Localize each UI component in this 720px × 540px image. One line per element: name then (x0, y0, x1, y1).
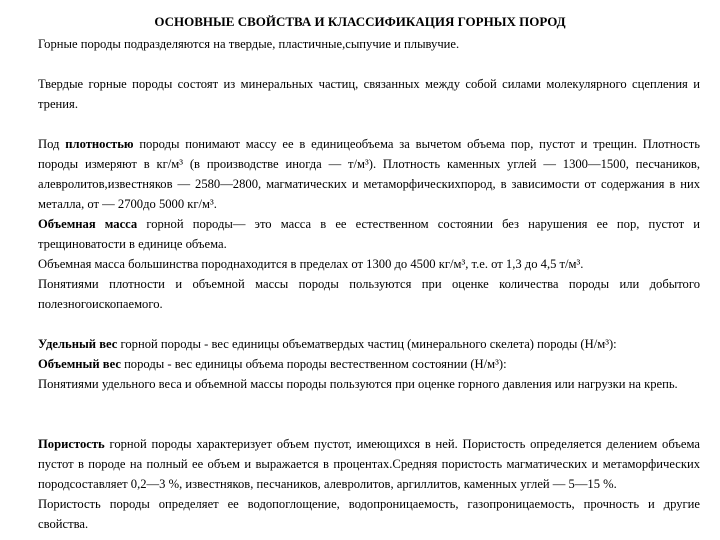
paragraph-density-usage: Понятиями плотности и объемной массы породы пользуются при оценке количества породы или добытого полезногоископаемого. (38, 277, 700, 311)
density-text: породы понимают массу ее в единицеобъема за вычетом объема пор, пустот и трещин. Плотность породы измеряют в кг/м³ (в производстве иногда — т/м³). Плотность каменных углей — 1300—1500, песчаников, алевролитов,известняков — 2580—2800, магматических и метаморфическихпород, в зависимости от содержания в них металла, от — 2700до 5000 кг/м³. (38, 137, 700, 211)
volume-weight-text: породы - вес единицы объема породы вестественном состоянии (Н/м³): (120, 357, 507, 371)
document-body (38, 34, 700, 534)
density-term: плотностью (65, 137, 134, 151)
density-pre: Под (38, 137, 66, 151)
paragraph-porosity (38, 434, 700, 494)
paragraph-bulk-mass (38, 214, 700, 254)
specific-weight-text: горной породы - вес единицы объематвердых частиц (минерального скелета) породы (Н/м³): (117, 337, 617, 351)
paragraph-specific-weight (38, 334, 700, 354)
volume-weight-term: Объемный вес (38, 357, 121, 371)
paragraph-density (38, 134, 700, 214)
paragraph-porosity-effects: Пористость породы определяет ее водопоглощение, водопроницаемость, газопроницаемость, прочность и другие свойства. (38, 497, 700, 531)
specific-weight-term: Удельный вес (38, 337, 118, 351)
page-title: ОСНОВНЫЕ СВОЙСТВА И КЛАССИФИКАЦИЯ ГОРНЫХ ПОРОД (154, 14, 566, 29)
paragraph-weight-usage: Понятиями удельного веса и объемной массы породы пользуются при оценке горного давления или нагрузки на крепь. (38, 377, 678, 391)
paragraph-rock-types: Горные породы подразделяются на твердые, пластичные,сыпучие и плывучие. (38, 37, 460, 51)
bulk-mass-text: горной породы— это масса в ее естественном состоянии без нарушения ее пор, пустот и трещиноватости в единице объема. (38, 217, 700, 251)
paragraph-hard-rocks: Твердые горные породы состоят из минеральных частиц, связанных между собой силами молекулярного сцепления и трения. (38, 77, 700, 111)
paragraph-bulk-range: Объемная масса большинства породнаходится в пределах от 1300 до 4500 кг/м³, т.е. от 1,3 до 4,5 т/м³. (38, 257, 584, 271)
bulk-mass-term: Объемная масса (38, 217, 138, 231)
porosity-text: горной породы характеризует объем пустот, имеющихся в ней. Пористость определяется делением объема пустот в породе на полный ее объем и выражается в процентах.Средняя пористость магматических и метаморфических породсоставляет 0,2—3 %, известняков, песчаников, алевролитов, аргиллитов, каменных углей — 5—15 %. (38, 437, 700, 491)
porosity-term: Пористость (38, 437, 105, 451)
paragraph-volume-weight (38, 354, 700, 374)
